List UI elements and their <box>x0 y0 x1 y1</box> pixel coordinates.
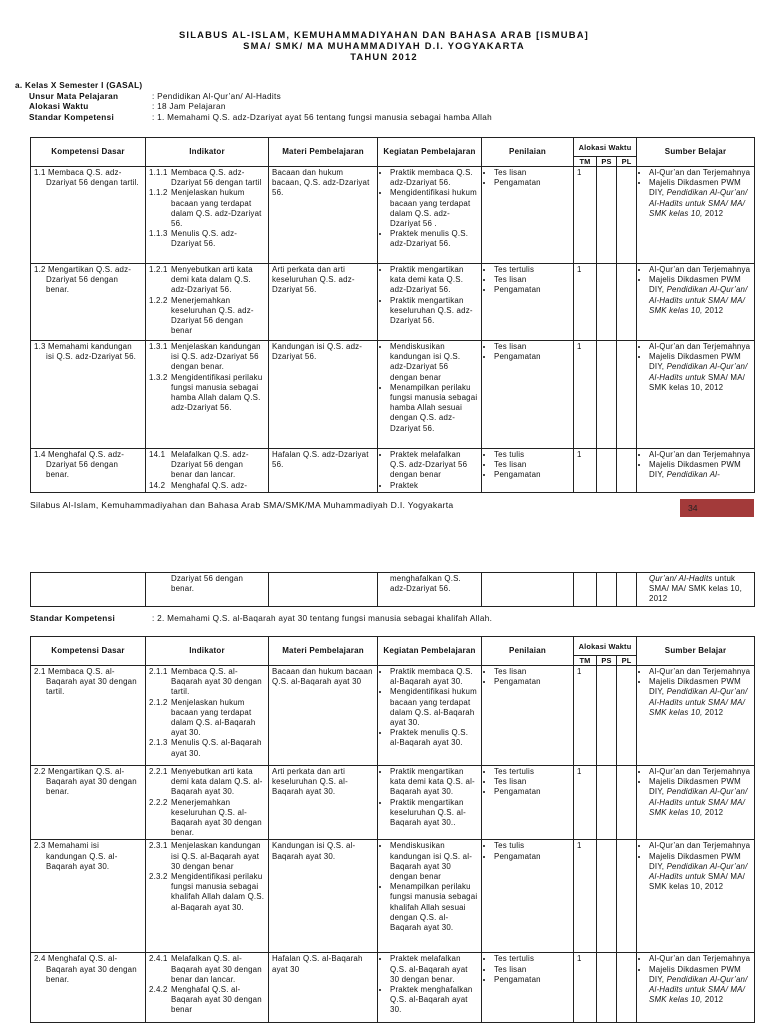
sumber-year: SMA/ MA/ SMK kelas 10, 2012 <box>649 872 746 892</box>
kompetensi-dasar-cell <box>31 766 146 840</box>
indikator-item <box>149 450 265 481</box>
sk-value: : 1. Memahami Q.S. adz-Dzariyat ayat 56 tentang fungsi manusia sebagai hamba Allah <box>152 112 492 122</box>
pl-cell <box>617 167 637 264</box>
sumber-publisher: Majelis Dikdasmen PWM DIY, <box>649 677 741 697</box>
col-kompetensi-dasar: Kompetensi Dasar <box>31 138 146 167</box>
sumber-item <box>649 777 751 818</box>
table-row <box>31 449 755 493</box>
kegiatan-item: • Menampilkan perilaku fungsi manusia sebagai hamba Allah sesuai dengan Q.S. adz-Dzariyat 56. <box>390 383 478 434</box>
materi-cell: Hafalan Q.S. adz-Dzariyat 56. <box>269 449 378 493</box>
tm-cell: 1 <box>574 840 597 953</box>
sumber-item: • Al-Qur’an dan Terjemahnya <box>649 667 751 677</box>
sumber-item: • Al-Qur’an dan Terjemahnya <box>649 767 751 777</box>
penilaian-item: • Tes tulis <box>494 450 570 460</box>
table-row <box>31 766 755 840</box>
penilaian-item: • Tes lisan <box>494 168 570 178</box>
sumber-list <box>640 450 751 481</box>
indikator-number: 1.3.1 <box>149 342 168 351</box>
indikator-text: Menulis Q.S. al-Baqarah ayat 30. <box>171 738 262 758</box>
indikator-cell <box>146 449 269 493</box>
kompetensi-dasar-cell <box>31 666 146 766</box>
indikator-item <box>149 767 265 798</box>
indikator-item <box>149 342 265 373</box>
sumber-book-title: Pendidikan Al- <box>666 470 720 480</box>
indikator-number: 2.4.2 <box>149 985 168 995</box>
sumber-cell <box>637 449 755 493</box>
indikator-number: 1.2.1 <box>149 265 168 274</box>
col-pl: PL <box>617 157 637 167</box>
page-number: 34 <box>680 499 754 517</box>
table-row <box>31 840 755 953</box>
kegiatan-cell <box>378 264 482 341</box>
unsur-value: : Pendidikan Al-Qur’an/ Al-Hadits <box>152 91 281 101</box>
kegiatan-cell <box>378 840 482 953</box>
sumber-cell <box>637 167 755 264</box>
col-ps: PS <box>597 157 617 167</box>
indikator-text: Mengidentifikasi perilaku fungsi manusia sebagai khalifah Allah dalam Q.S. al-Baqarah ayat 30. <box>171 872 265 912</box>
indikator-text: Mengidentifikasi perilaku fungsi manusia sebagai hamba Allah dalam Q.S. adz-Dzariyat 56. <box>171 372 263 413</box>
sumber-book-title: Pendidikan Al-Qur’an/ Al-Hadits untuk SMA/ MA/ SMK kelas 10, <box>649 974 748 1005</box>
sumber-year: SMA/ MA/ SMK kelas 10, 2012 <box>649 372 746 392</box>
pl-cell <box>617 840 637 953</box>
indikator-text: Melafalkan Q.S. adz-Dzariyat 56 dengan benar dan lancar. <box>171 450 249 480</box>
pl-cell <box>617 264 637 341</box>
sumber-list <box>640 342 751 393</box>
col-tm: TM <box>574 157 597 167</box>
table-row <box>31 953 755 1023</box>
sumber-list <box>640 265 751 316</box>
kegiatan-cell <box>378 167 482 264</box>
sumber-item <box>649 178 751 219</box>
sumber-item: • Al-Qur’an dan Terjemahnya <box>649 841 751 851</box>
materi-cell: Arti perkata dan arti keseluruhan Q.S. al-Baqarah ayat 30. <box>269 766 378 840</box>
cont-sumber <box>637 573 755 607</box>
indikator-item <box>149 985 265 1016</box>
sumber-publisher: Majelis Dikdasmen PWM DIY, <box>649 777 741 797</box>
kegiatan-cell <box>378 666 482 766</box>
penilaian-item: • Pengamatan <box>494 352 570 362</box>
kompetensi-dasar-cell <box>31 167 146 264</box>
indikator-cell <box>146 666 269 766</box>
materi-cell: Bacaan dan hukum bacaan Q.S. al-Baqarah ayat 30 <box>269 666 378 766</box>
document-header <box>0 29 768 62</box>
cont-ps <box>597 573 617 607</box>
kompetensi-dasar-cell <box>31 449 146 493</box>
pl-cell <box>617 766 637 840</box>
kegiatan-item: • Praktek menulis Q.S. al-Baqarah ayat 30. <box>390 728 478 748</box>
penilaian-list <box>485 667 570 687</box>
col-materi: Materi Pembelajaran <box>269 138 378 167</box>
indikator-text: Menghafal Q.S. al-Baqarah ayat 30 dengan benar <box>171 985 262 1015</box>
page-gap <box>0 520 768 570</box>
ps-cell <box>597 766 617 840</box>
cont-pl <box>617 573 637 607</box>
col-kompetensi-dasar: Kompetensi Dasar <box>31 637 146 666</box>
penilaian-item: • Pengamatan <box>494 285 570 295</box>
indikator-number: 2.1.2 <box>149 697 168 707</box>
indikator-number: 2.2.1 <box>149 767 168 776</box>
kegiatan-item: • Mengidentifikasi hukum bacaan yang terdapat dalam Q.S. al-Baqarah ayat 30. <box>390 687 478 728</box>
kegiatan-cell <box>378 953 482 1023</box>
col-sumber: Sumber Belajar <box>637 138 755 167</box>
sumber-item: • Al-Qur’an dan Terjemahnya <box>649 342 751 352</box>
penilaian-item: • Tes lisan <box>494 342 570 352</box>
kegiatan-item: • Praktik mengartikan kata demi kata Q.S. adz-Dzariyat 56. <box>390 265 478 296</box>
kompetensi-dasar-text: 2.1 Membaca Q.S. al-Baqarah ayat 30 dengan tartil. <box>34 667 137 697</box>
kegiatan-list <box>381 450 478 491</box>
penilaian-list <box>485 841 570 861</box>
col-ps: PS <box>597 656 617 666</box>
ps-cell <box>597 840 617 953</box>
indikator-text: Membaca Q.S. al-Baqarah ayat 30 dengan tartil. <box>171 667 262 697</box>
indikator-cell <box>146 264 269 341</box>
col-tm: TM <box>574 656 597 666</box>
sumber-year: 2012 <box>704 208 724 218</box>
kegiatan-list <box>381 342 478 434</box>
indikator-number: 14.1 <box>149 450 166 459</box>
indikator-text: Menjelaskan hukum bacaan yang terdapat dalam Q.S. adz-Dzariyat 56. <box>171 188 262 229</box>
indikator-number: 1.1.3 <box>149 229 168 239</box>
table-row <box>31 666 755 766</box>
sumber-list <box>640 767 751 818</box>
kegiatan-list <box>381 767 478 828</box>
kegiatan-item: • Praktek <box>390 481 478 491</box>
kompetensi-dasar-text: 1.3 Memahami kandungan isi Q.S. adz-Dzariyat 56. <box>34 342 137 362</box>
kegiatan-cell <box>378 766 482 840</box>
sumber-year: 2012 <box>704 305 724 315</box>
kompetensi-dasar-text: 1.4 Menghafal Q.S. adz-Dzariyat 56 dengan benar. <box>34 450 125 480</box>
cont-tm <box>574 573 597 607</box>
indikator-text: Menerjemahkan keseluruhan Q.S. adz-Dzariyat 56 dengan benar <box>171 295 254 336</box>
sumber-cell <box>637 766 755 840</box>
sumber-item: • Al-Qur’an dan Terjemahnya <box>649 450 751 460</box>
penilaian-list <box>485 767 570 798</box>
indikator-text: Menyebutkan arti kata demi kata dalam Q.S. al-Baqarah ayat 30. <box>171 767 263 797</box>
sumber-item <box>649 352 751 393</box>
tm-cell: 1 <box>574 766 597 840</box>
kegiatan-list <box>381 954 478 1015</box>
alokasi-value: : 18 Jam Pelajaran <box>152 102 226 111</box>
indikator-item <box>149 954 265 985</box>
kegiatan-item: • Mengidentifikasi hukum bacaan yang terdapat dalam Q.S. adz-Dzariyat 56 . <box>390 188 478 229</box>
col-penilaian: Penilaian <box>482 637 574 666</box>
indikator-item <box>149 296 265 337</box>
indikator-number: 2.1.3 <box>149 738 168 748</box>
penilaian-item: • Tes lisan <box>494 275 570 285</box>
penilaian-cell <box>482 840 574 953</box>
kegiatan-item: • Praktik mengartikan keseluruhan Q.S. al-Baqarah ayat 30.. <box>390 798 478 829</box>
sumber-book-title: Pendidikan Al-Qur’an/ Al-Hadits untuk <box>649 362 748 382</box>
sumber-list <box>640 954 751 1005</box>
ps-cell <box>597 341 617 449</box>
sumber-year: 2012 <box>704 995 724 1005</box>
indikator-number: 1.2.2 <box>149 295 168 305</box>
pl-cell <box>617 666 637 766</box>
header-line-1: SILABUS AL-ISLAM, KEMUHAMMADIYAHAN DAN BAHASA ARAB [ISMUBA] <box>178 29 590 40</box>
sk2-key: Standar Kompetensi <box>30 614 116 623</box>
indikator-item <box>149 373 265 414</box>
materi-cell: Kandungan isi Q.S. al-Baqarah ayat 30. <box>269 840 378 953</box>
sumber-book-title: Pendidikan Al-Qur’an/ Al-Hadits untuk SMA/ MA/ SMK kelas 10, <box>649 787 748 817</box>
kegiatan-cell <box>378 449 482 493</box>
penilaian-item: • Pengamatan <box>494 470 570 480</box>
sumber-item: • Al-Qur’an dan Terjemahnya <box>649 168 751 178</box>
penilaian-cell <box>482 666 574 766</box>
kegiatan-item: • Mendiskusikan kandungan isi Q.S. al-Baqarah ayat 30 dengan benar <box>390 841 478 882</box>
cont-materi <box>269 573 378 607</box>
cont-sumber-italic: Qur’an/ Al-Hadits <box>649 574 713 583</box>
tm-cell: 1 <box>574 449 597 493</box>
indikator-text: Menjelaskan kandungan isi Q.S. al-Baqarah ayat 30 dengan benar <box>171 841 261 871</box>
kegiatan-item: • Praktek melafalkan Q.S. adz-Dzariyat 56 dengan benar <box>390 450 478 481</box>
sumber-cell <box>637 840 755 953</box>
materi-cell: Kandungan isi Q.S. adz-Dzariyat 56. <box>269 341 378 449</box>
kompetensi-dasar-text: 1.1 Membaca Q.S. adz-Dzariyat 56 dengan tartil. <box>34 168 139 188</box>
col-indikator: Indikator <box>146 138 269 167</box>
kompetensi-dasar-text: 2.3 Memahami isi kandungan Q.S. al-Baqarah ayat 30. <box>34 841 118 871</box>
indikator-cell <box>146 953 269 1023</box>
tm-cell: 1 <box>574 953 597 1023</box>
sk2-value: : 2. Memahami Q.S. al-Baqarah ayat 30 tentang fungsi manusia sebagai khalifah Allah. <box>152 614 493 623</box>
sumber-item <box>649 275 751 316</box>
kompetensi-dasar-text: 1.2 Mengartikan Q.S. adz-Dzariyat 56 dengan benar. <box>34 265 132 295</box>
indikator-cell <box>146 341 269 449</box>
penilaian-item: • Tes tertulis <box>494 767 570 777</box>
tm-cell: 1 <box>574 167 597 264</box>
syllabus-table-2 <box>30 636 755 1023</box>
cont-penilaian <box>482 573 574 607</box>
kegiatan-item: • Praktik mengartikan keseluruhan Q.S. adz-Dzariyat 56. <box>390 296 478 327</box>
sumber-book-title: Pendidikan Al-Qur’an/ Al-Hadits untuk <box>649 861 748 882</box>
sumber-item <box>649 965 751 1006</box>
col-alokasi: Alokasi Waktu <box>574 138 637 157</box>
penilaian-item: • Tes lisan <box>494 667 570 677</box>
ps-cell <box>597 167 617 264</box>
sumber-cell <box>637 666 755 766</box>
indikator-number: 1.3.2 <box>149 372 168 382</box>
col-penilaian: Penilaian <box>482 138 574 167</box>
penilaian-item: • Pengamatan <box>494 975 570 985</box>
pl-cell <box>617 953 637 1023</box>
indikator-number: 2.4.1 <box>149 954 168 964</box>
indikator-item <box>149 188 265 229</box>
kompetensi-dasar-text: 2.4 Menghafal Q.S. al-Baqarah ayat 30 dengan benar. <box>34 954 137 984</box>
col-kegiatan: Kegiatan Pembelajaran <box>378 138 482 167</box>
indikator-text: Menulis Q.S. adz-Dzariyat 56. <box>171 229 238 249</box>
table-row <box>31 167 755 264</box>
pl-cell <box>617 341 637 449</box>
penilaian-item: • Pengamatan <box>494 852 570 862</box>
sumber-year: 2012 <box>704 807 724 817</box>
indikator-number: 1.1.2 <box>149 188 168 198</box>
indikator-item <box>149 229 265 249</box>
kegiatan-item: • Mendiskusikan kandungan isi Q.S. adz-Dzariyat 56 dengan benar <box>390 342 478 383</box>
penilaian-item: • Tes lisan <box>494 777 570 787</box>
kegiatan-item: • Praktek melafalkan Q.S. al-Baqarah ayat 30 dengan benar. <box>390 954 478 985</box>
materi-cell: Arti perkata dan arti keseluruhan Q.S. adz-Dzariyat 56. <box>269 264 378 341</box>
page-footer: Silabus Al-Islam, Kemuhammadiyahan dan Bahasa Arab SMA/SMK/MA Muhammadiyah D.I. Yogyakarta <box>30 500 454 510</box>
kompetensi-dasar-cell <box>31 840 146 953</box>
penilaian-item: • Tes tertulis <box>494 954 570 964</box>
indikator-number: 2.3.1 <box>149 841 168 851</box>
pl-cell <box>617 449 637 493</box>
table-row <box>31 341 755 449</box>
penilaian-cell <box>482 449 574 493</box>
indikator-item <box>149 265 265 296</box>
tm-cell: 1 <box>574 666 597 766</box>
penilaian-cell <box>482 341 574 449</box>
sumber-list <box>640 168 751 219</box>
col-kegiatan: Kegiatan Pembelajaran <box>378 637 482 666</box>
cont-sumber-text: untuk SMA/ MA/ SMK kelas 10, 2012 <box>649 574 742 604</box>
tm-cell: 1 <box>574 341 597 449</box>
standar-kompetensi-2 <box>30 614 492 623</box>
sumber-list <box>640 841 751 892</box>
penilaian-list <box>485 954 570 985</box>
col-sumber: Sumber Belajar <box>637 637 755 666</box>
penilaian-item: • Tes lisan <box>494 460 570 470</box>
sumber-publisher: Majelis Dikdasmen PWM DIY, <box>649 352 741 372</box>
kegiatan-list <box>381 265 478 326</box>
penilaian-item: • Tes tulis <box>494 841 570 851</box>
sumber-publisher: Majelis Dikdasmen PWM DIY, <box>649 460 741 480</box>
col-indikator: Indikator <box>146 637 269 666</box>
cont-indikator-text: Dzariyat 56 dengan benar. <box>171 574 244 594</box>
kompetensi-dasar-text: 2.2 Mengartikan Q.S. al-Baqarah ayat 30 dengan benar. <box>34 767 137 797</box>
sumber-item <box>649 677 751 718</box>
sumber-list <box>640 667 751 718</box>
penilaian-list <box>485 450 570 481</box>
materi-cell: Bacaan dan hukum bacaan, Q.S. adz-Dzariyat 56. <box>269 167 378 264</box>
penilaian-list <box>485 265 570 296</box>
sk-key: Standar Kompetensi <box>29 112 115 122</box>
sumber-publisher: Majelis Dikdasmen PWM DIY, <box>649 851 741 871</box>
header-line-2: SMA/ SMK/ MA MUHAMMADIYAH D.I. YOGYAKARTA <box>243 40 525 51</box>
kegiatan-item: • Menampilkan perilaku fungsi manusia sebagai khalifah Allah sesuai dengan Q.S. al-Baqarah ayat 30. <box>390 882 478 933</box>
indikator-text: Menghafal Q.S. adz- <box>171 480 248 490</box>
indikator-item <box>149 698 265 739</box>
cont-kegiatan <box>378 573 482 607</box>
indikator-item <box>149 667 265 698</box>
penilaian-item: • Pengamatan <box>494 787 570 797</box>
sumber-book-title: Pendidikan Al-Qur’an/ Al-Hadits untuk SMA/ MA/ SMK kelas 10, <box>649 188 748 218</box>
sumber-cell <box>637 341 755 449</box>
kompetensi-dasar-cell <box>31 341 146 449</box>
sumber-publisher: Majelis Dikdasmen PWM DIY, <box>649 275 741 295</box>
kompetensi-dasar-cell <box>31 953 146 1023</box>
tm-cell: 1 <box>574 264 597 341</box>
sumber-book-title: Pendidikan Al-Qur’an/ Al-Hadits untuk SMA/ MA/ SMK kelas 10, <box>649 687 748 717</box>
kegiatan-item: • Praktek menghafalkan Q.S. al-Baqarah ayat 30. <box>390 985 478 1016</box>
kegiatan-list <box>381 667 478 749</box>
col-materi: Materi Pembelajaran <box>269 637 378 666</box>
sumber-year: 2012 <box>704 707 724 717</box>
indikator-item <box>149 738 265 758</box>
sumber-item: • Al-Qur’an dan Terjemahnya <box>649 954 751 964</box>
indikator-number: 2.3.2 <box>149 872 168 882</box>
ps-cell <box>597 666 617 766</box>
kompetensi-dasar-cell <box>31 264 146 341</box>
indikator-number: 14.2 <box>149 480 166 490</box>
indikator-cell <box>146 167 269 264</box>
materi-cell: Hafalan Q.S. al-Baqarah ayat 30 <box>269 953 378 1023</box>
unsur-key: Unsur Mata Pelajaran <box>29 91 119 101</box>
cont-kd <box>31 573 146 607</box>
kegiatan-cell <box>378 341 482 449</box>
indikator-text: Menerjemahkan keseluruhan Q.S. al-Baqarah ayat 30 dengan benar. <box>171 797 262 838</box>
col-pl: PL <box>617 656 637 666</box>
indikator-cell <box>146 766 269 840</box>
penilaian-cell <box>482 167 574 264</box>
penilaian-list <box>485 168 570 188</box>
ps-cell <box>597 953 617 1023</box>
sumber-publisher: Majelis Dikdasmen PWM DIY, <box>649 178 741 198</box>
indikator-text: Menjelaskan kandungan isi Q.S. adz-Dzariyat 56 dengan benar. <box>171 342 261 372</box>
penilaian-list <box>485 342 570 362</box>
penilaian-item: • Pengamatan <box>494 178 570 188</box>
indikator-number: 2.2.2 <box>149 797 168 807</box>
ps-cell <box>597 449 617 493</box>
cont-indikator <box>146 573 269 607</box>
cont-kegiatan-text: menghafalkan Q.S. adz-Dzariyat 56. <box>390 574 461 594</box>
ps-cell <box>597 264 617 341</box>
alokasi-key: Alokasi Waktu <box>29 102 89 111</box>
kegiatan-item: • Praktek menulis Q.S. adz-Dzariyat 56. <box>390 229 478 249</box>
syllabus-meta <box>15 81 492 123</box>
indikator-item <box>149 798 265 839</box>
kegiatan-item: • Praktik mengartikan kata demi kata Q.S. al-Baqarah ayat 30. <box>390 767 478 798</box>
indikator-cell <box>146 840 269 953</box>
indikator-item <box>149 481 265 491</box>
sumber-book-title: Pendidikan Al-Qur’an/ Al-Hadits untuk SMA/ MA/ SMK kelas 10, <box>649 285 748 315</box>
indikator-item <box>149 841 265 872</box>
indikator-text: Membaca Q.S. adz-Dzariyat 56 dengan tartil <box>171 168 262 188</box>
kegiatan-item: • Praktik membaca Q.S. adz-Dzariyat 56. <box>390 168 478 188</box>
penilaian-item: • Tes tertulis <box>494 265 570 275</box>
sumber-item: • Al-Qur’an dan Terjemahnya <box>649 265 751 275</box>
indikator-number: 1.1.1 <box>149 168 168 177</box>
sumber-item <box>649 460 751 480</box>
indikator-item <box>149 168 265 188</box>
col-alokasi: Alokasi Waktu <box>574 637 637 656</box>
penilaian-cell <box>482 264 574 341</box>
sumber-publisher: Majelis Dikdasmen PWM DIY, <box>649 964 741 984</box>
sumber-cell <box>637 953 755 1023</box>
indikator-item <box>149 872 265 913</box>
penilaian-cell <box>482 766 574 840</box>
kelas-label: a. Kelas X Semester I (GASAL) <box>15 81 143 90</box>
indikator-number: 2.1.1 <box>149 667 168 676</box>
table-row <box>31 264 755 341</box>
indikator-text: Menjelaskan hukum bacaan yang terdapat dalam Q.S. al-Baqarah ayat 30. <box>171 697 256 738</box>
syllabus-table-1 <box>30 137 755 493</box>
kegiatan-list <box>381 841 478 933</box>
kegiatan-list <box>381 168 478 250</box>
penilaian-item: • Tes lisan <box>494 965 570 975</box>
kegiatan-item: • Praktik membaca Q.S. al-Baqarah ayat 30. <box>390 667 478 687</box>
header-line-3: TAHUN 2012 <box>350 51 418 62</box>
indikator-text: Menyebutkan arti kata demi kata dalam Q.S. adz-Dzariyat 56. <box>171 265 253 295</box>
continuation-table <box>30 572 755 607</box>
sumber-cell <box>637 264 755 341</box>
sumber-item <box>649 852 751 893</box>
penilaian-cell <box>482 953 574 1023</box>
penilaian-item: • Pengamatan <box>494 677 570 687</box>
indikator-text: Melafalkan Q.S. al-Baqarah ayat 30 dengan benar dan lancar. <box>171 954 262 984</box>
